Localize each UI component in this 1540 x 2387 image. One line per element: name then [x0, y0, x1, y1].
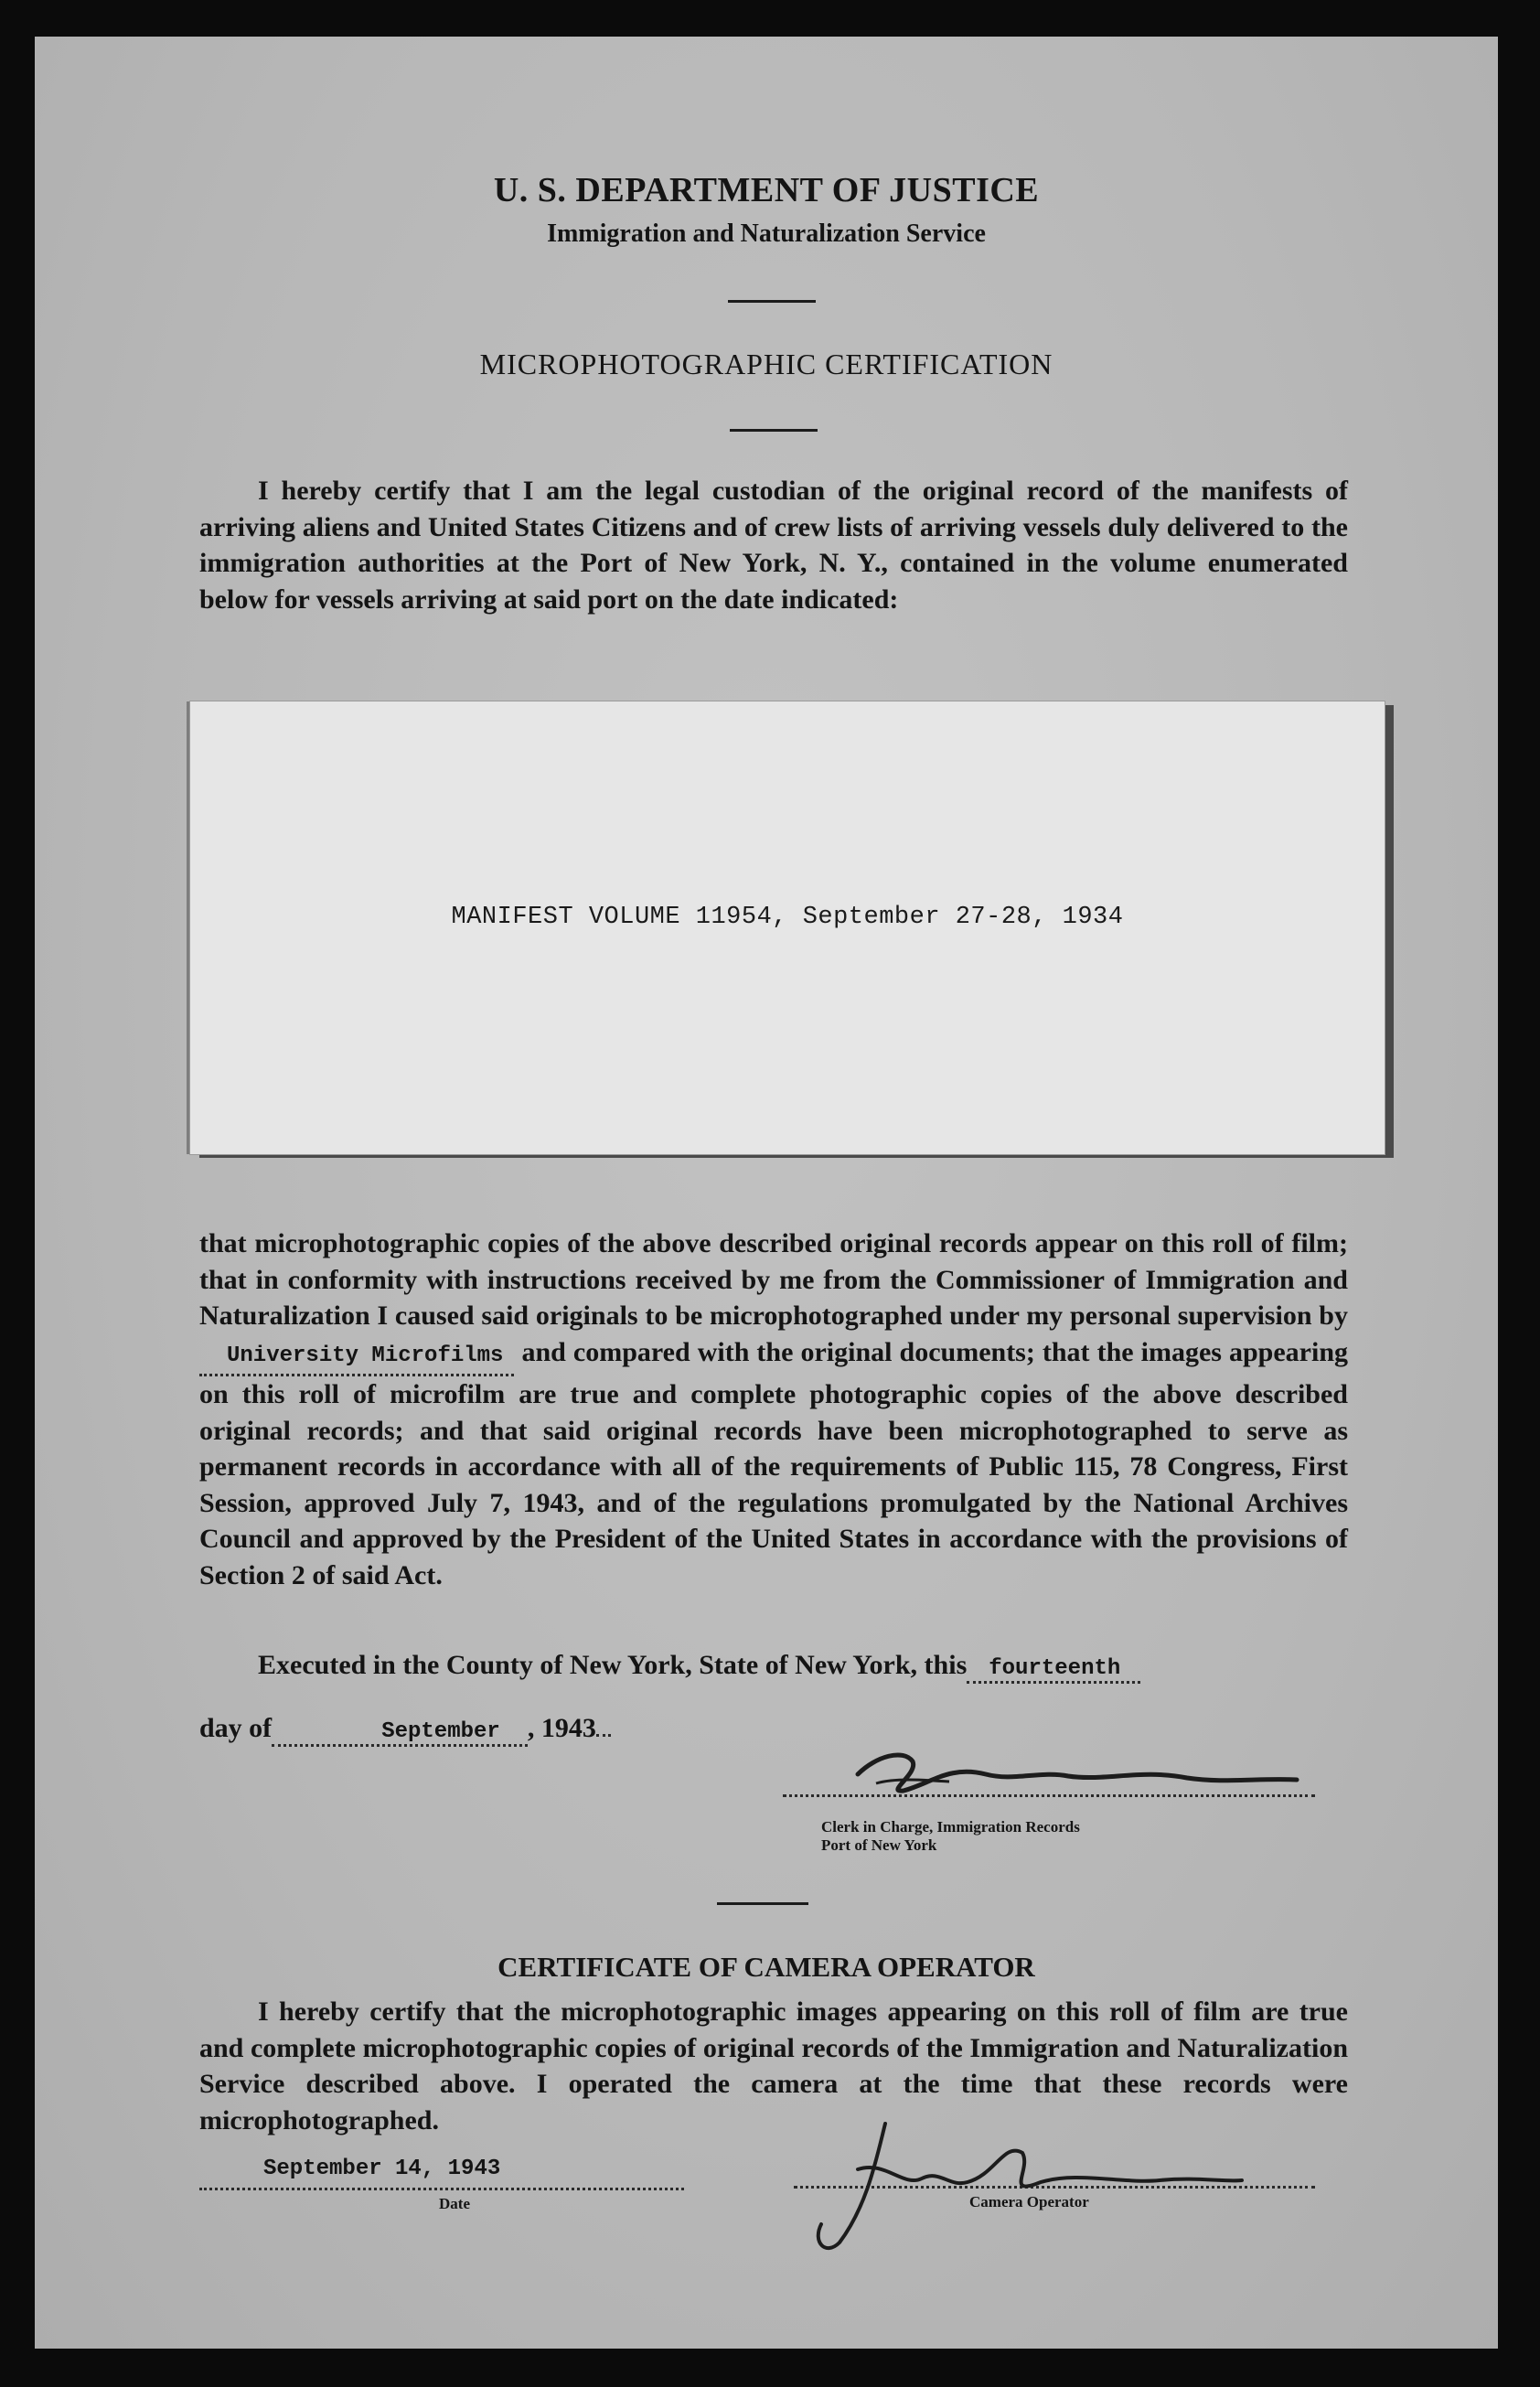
- camera-paragraph: I hereby certify that the microphotographic images appearing on this roll of film are true and complete microphotographic copies of original records of the Immigration and Naturalization Service described above. I operated the camera at the time that these records were microphotographed.: [199, 1996, 1348, 2135]
- manifest-insert-slip: [190, 701, 1385, 1154]
- date-line: day of September , 1943: [199, 1713, 611, 1747]
- supervisor-value: University Microfilms: [227, 1343, 504, 1368]
- day-value: fourteenth: [989, 1656, 1121, 1681]
- supervisor-fill-in: [199, 1334, 514, 1377]
- department-heading: U. S. DEPARTMENT OF JUSTICE: [493, 171, 1040, 209]
- divider: [717, 1902, 808, 1905]
- clerk-signature: [840, 1738, 1315, 1811]
- camera-operator-label: Camera Operator: [969, 2193, 1089, 2210]
- date-signature-line: [199, 2157, 684, 2190]
- divider: [730, 429, 818, 432]
- certificate-page: [35, 37, 1498, 2349]
- month-value: September: [381, 1719, 500, 1744]
- execution-line: Executed in the County of New York, State of New York, this fourteenth: [258, 1650, 1140, 1684]
- divider: [728, 300, 816, 303]
- manifest-volume-text: MANIFEST VOLUME 11954, September 27-28, 1934: [451, 904, 1124, 931]
- clerk-title: Clerk in Charge, Immigration Records Port of New York: [821, 1818, 1080, 1854]
- certification-title: MICROPHOTOGRAPHIC CERTIFICATION: [479, 348, 1053, 380]
- operator-signature: [775, 2105, 1251, 2261]
- certification-body: that microphotographic copies of the above described original records appear on this roll of film; that in conformity with instructions received by me from the Commissioner of Immigration and Naturalization I caused said originals to be microphotographed under my personal supervision by University Microfilms and compared with the original documents; that the images appearing on this roll of microfilm are true and complete photographic copies of the above described original records; and that said original records have been microphotographed to serve as permanent records in accordance with all of the requirements of Public 115, 78 Congress, First Session, approved July 7, 1943, and of the regulations promulgated by the National Archives Council and approved by the President of the United States in accordance with the provisions of Section 2 of said Act.: [199, 1228, 1349, 1590]
- intro-paragraph: I hereby certify that I am the legal custodian of the original record of the manifests of arriving aliens and United States Citizens and of crew lists of arriving vessels duly delivered to the immigration authorities at the Port of New York, N. Y., contained in the volume enumerated below for vessels arriving at said port on the date indicated:: [199, 476, 1348, 615]
- date-label: Date: [439, 2195, 470, 2212]
- camera-certificate-title: CERTIFICATE OF CAMERA OPERATOR: [497, 1951, 1035, 1983]
- camera-date-value: September 14, 1943: [263, 2157, 501, 2181]
- service-subheading: Immigration and Naturalization Service: [547, 219, 986, 248]
